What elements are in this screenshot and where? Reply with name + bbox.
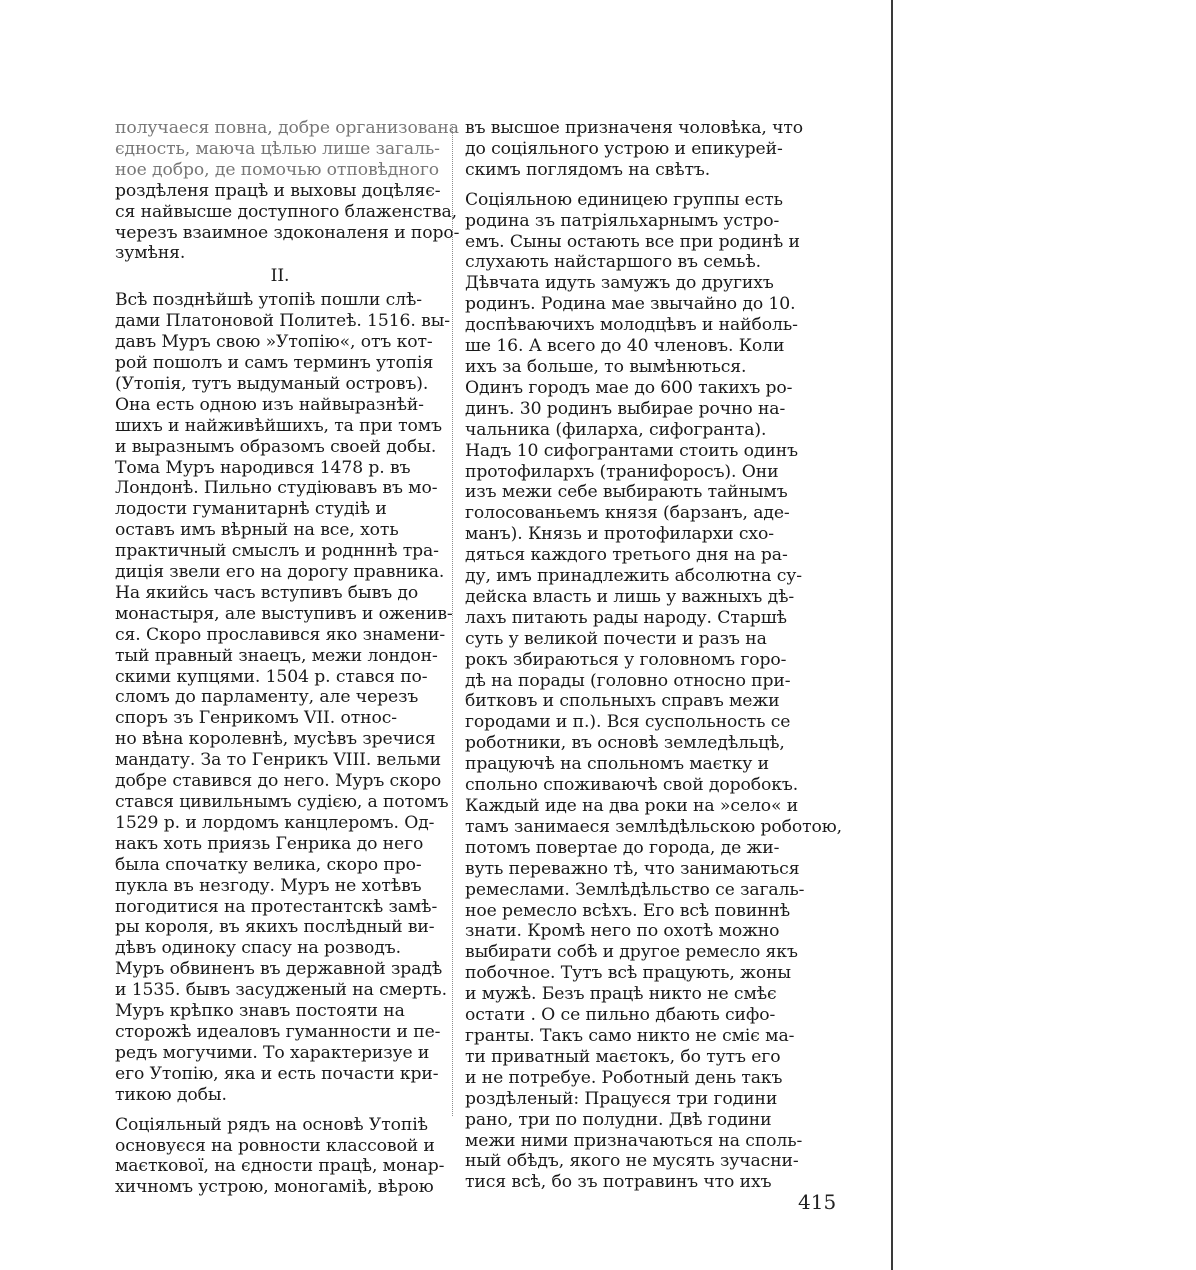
text-line: оставъ имъ вѣрный на все, хоть	[115, 520, 399, 541]
text-line: Соціяльною единицею группы есть	[465, 189, 783, 210]
text-line: ся. Скоро прославився яко знамени-	[115, 624, 446, 645]
text-line: роздѣленый: Працуєся три години	[465, 1088, 778, 1109]
text-line: споръ зъ Генрикомъ VII. относ-	[115, 708, 397, 729]
text-line: ти приватный маєтокъ, бо тутъ его	[465, 1046, 781, 1067]
text-line: основуєся на ровности классовой и	[115, 1135, 435, 1156]
text-line: битковъ и спольныхъ справъ межи	[465, 691, 780, 712]
text-line: межи ними призначаються на споль-	[465, 1130, 803, 1151]
text-line: ное ремесло всѣхъ. Его всѣ повиннѣ	[465, 900, 791, 921]
text-line: ное добро, де помочью отповѣдного	[115, 159, 440, 180]
page-number: 415	[798, 1190, 837, 1214]
text-line: тамъ занимаеся землѣдѣльскою роботою,	[465, 816, 842, 837]
text-line: роздѣленя працѣ и выховы доцѣляє-	[115, 180, 441, 201]
text-line: дѣ на порады (головно относно при-	[465, 670, 791, 691]
text-line: Одинъ городъ мае до 600 такихъ ро-	[465, 377, 793, 398]
text-line: ше 16. А всего до 40 членовъ. Коли	[465, 336, 785, 357]
text-line: до соціяльного устрою и епикурей-	[465, 138, 783, 159]
text-line: Всѣ позднѣйшѣ утопіѣ пошли слѣ-	[115, 290, 422, 311]
text-line: пукла въ незгоду. Муръ не хотѣвъ	[115, 875, 422, 896]
text-line: редъ могучими. То характеризуе и	[115, 1042, 430, 1063]
text-line: маєткової, на єдности працѣ, монар-	[115, 1156, 445, 1177]
text-line: лодости гуманитарнѣ студіѣ и	[115, 499, 387, 520]
text-line: зумѣня.	[115, 243, 186, 264]
text-line: скими купцями. 1504 р. стався по-	[115, 666, 428, 687]
text-line: но вѣна королевнѣ, мусѣвъ зречися	[115, 729, 436, 750]
text-line: хичномъ устрою, моногаміѣ, вѣрою	[115, 1177, 434, 1198]
text-line: 1529 р. и лордомъ канцлеромъ. Од-	[115, 812, 435, 833]
text-line: працуючѣ на спольномъ маєтку и	[465, 754, 769, 775]
text-line: манъ). Князь и протофилархи схо-	[465, 524, 774, 545]
text-line: ры короля, въ якихъ послѣдный ви-	[115, 917, 435, 938]
text-line: ремеслами. Землѣдѣльство се загаль-	[465, 879, 805, 900]
text-line: получаеся повна, добре организована	[115, 118, 459, 138]
text-line: остати . О се пильно дбають сифо-	[465, 1005, 776, 1026]
page-border-line	[891, 0, 893, 1270]
text-line: дами Платоновой Политеѣ. 1516. вы-	[115, 311, 450, 332]
text-line: погодитися на протестантскѣ замѣ-	[115, 896, 438, 917]
text-line: емъ. Сыны остають все при родинѣ и	[465, 231, 800, 252]
text-line: практичный смыслъ и роднннѣ тра-	[115, 541, 439, 562]
text-line: дяться каждого третього дня на ра-	[465, 545, 788, 566]
paragraph-gap	[465, 181, 795, 190]
text-line: и выразнымъ образомъ своей добы.	[115, 436, 437, 457]
text-line: знати. Кромѣ него по охотѣ можно	[465, 921, 780, 942]
text-line: сторожѣ идеаловъ гуманности и пе-	[115, 1021, 441, 1042]
text-line: слухають найстаршого въ семьѣ.	[465, 252, 762, 273]
text-line: черезъ взаимное здоконаленя и поро-	[115, 222, 460, 243]
text-line: гранты. Такъ само никто не сміє ма-	[465, 1025, 795, 1046]
left-paragraph-block-a	[115, 118, 460, 264]
left-column	[115, 118, 460, 1198]
text-line: лахъ питають рады народу. Старшѣ	[465, 607, 787, 628]
text-line: монастыря, але выступивъ и оженив-	[115, 603, 453, 624]
text-line: Дѣвчата идуть замужъ до другихъ	[465, 273, 774, 294]
text-line: потомъ повертае до города, де жи-	[465, 837, 780, 858]
text-line: протофилархъ (транифоросъ). Они	[465, 461, 779, 482]
text-line: Тома Муръ народився 1478 р. въ	[115, 457, 411, 478]
section-heading: II.	[270, 266, 290, 287]
text-line: и мужѣ. Безъ працѣ никто не смѣє	[465, 984, 777, 1005]
text-line: єдность, маюча цѣлью лише загаль-	[115, 138, 440, 159]
text-line: роботники, въ основѣ земледѣльцѣ,	[465, 733, 785, 754]
left-paragraph-block-c	[115, 1115, 445, 1199]
text-line: его Утопію, яка и есть почасти кри-	[115, 1063, 439, 1084]
right-paragraph-block-b	[465, 189, 842, 1194]
text-line: Лондонѣ. Пильно студіювавъ въ мо-	[115, 478, 438, 499]
text-line: ду, имъ принадлежить абсолютна су-	[465, 566, 803, 587]
text-line: дейска власть и лишь у важныхъ дѣ-	[465, 586, 795, 607]
text-line: выбирати собѣ и другое ремесло якъ	[465, 942, 798, 963]
text-line: тый правный знаецъ, межи лондон-	[115, 645, 438, 666]
text-line: въ высшое призначеня чоловѣка, что	[465, 118, 804, 138]
text-line: На якийсь часъ вступивъ бывъ до	[115, 582, 419, 603]
text-line: накъ хоть приязь Генрика до него	[115, 833, 424, 854]
text-line: стався цивильнымъ судією, а потомъ	[115, 792, 449, 812]
text-line: тися всѣ, бо зъ потравинъ что ихъ	[465, 1172, 772, 1193]
text-line: и 1535. бывъ засудженый на смерть.	[115, 980, 447, 1001]
text-line: чальника (филарха, сифогранта).	[465, 419, 767, 440]
text-line: ихъ за больше, то вымѣнються.	[465, 356, 747, 377]
left-paragraph-block-b	[115, 290, 453, 1105]
column-divider	[452, 126, 453, 1116]
text-line: рано, три по полудни. Двѣ години	[465, 1109, 772, 1130]
text-line: тикою добы.	[115, 1084, 227, 1105]
text-line: дѣвъ одиноку спасу на розводъ.	[115, 938, 401, 959]
text-line: родинъ. Родина мае звычайно до 10.	[465, 294, 796, 315]
text-line: Каждый иде на два роки на »село« и	[465, 796, 799, 816]
text-line: спольно споживаючѣ свой доробокъ.	[465, 775, 799, 796]
text-line: голосованьемъ князя (барзанъ, аде-	[465, 503, 790, 524]
right-paragraph-block-a	[465, 118, 804, 181]
text-line: ся найвысше доступного блаженства,	[115, 201, 458, 222]
text-line: Муръ обвиненъ въ державной зрадѣ	[115, 959, 443, 980]
right-column	[465, 118, 842, 1193]
text-line: доспѣваючихъ молодцѣвъ и найболь-	[465, 315, 798, 336]
text-line: ный обѣдъ, якого не мусять зучасни-	[465, 1151, 799, 1172]
text-line: (Утопія, тутъ выдуманый островъ).	[115, 373, 429, 394]
text-line: скимъ поглядомъ на свѣтъ.	[465, 159, 711, 180]
text-line: вуть переважно тѣ, что занимаються	[465, 858, 800, 879]
text-line: Муръ крѣпко знавъ постояти на	[115, 1001, 405, 1022]
text-line: давъ Муръ свою »Утопію«, отъ кот-	[115, 332, 433, 353]
text-line: суть у великой почести и разъ на	[465, 628, 767, 649]
text-line: диція звели его на дорогу правника.	[115, 562, 445, 583]
text-line: сломъ до парламенту, але черезъ	[115, 687, 419, 708]
text-line: динъ. 30 родинъ выбирае рочно на-	[465, 398, 786, 419]
text-line: Соціяльный рядъ на основѣ Утопіѣ	[115, 1114, 428, 1135]
text-line: городами и п.). Вся суспольность се	[465, 712, 791, 733]
text-line: Она есть одною изъ найвыразнѣй-	[115, 394, 424, 415]
text-line: побочное. Тутъ всѣ працують, жоны	[465, 963, 791, 984]
text-line: рокъ збираються у головномъ горо-	[465, 649, 787, 670]
text-line: была спочатку велика, скоро про-	[115, 854, 422, 875]
text-line: шихъ и найживѣйшихъ, та при томъ	[115, 415, 442, 436]
text-line: Надъ 10 сифогрантами стоить одинъ	[465, 440, 798, 461]
text-line: изъ межи себе выбирають тайнымъ	[465, 482, 788, 503]
text-line: родина зъ патріяльхарнымъ устро-	[465, 210, 780, 231]
text-line: мандату. За то Генрикъ VIII. вельми	[115, 750, 441, 771]
text-line: и не потребуе. Роботный день такъ	[465, 1067, 783, 1088]
text-line: добре ставився до него. Муръ скоро	[115, 771, 442, 792]
text-line: рой пошолъ и самъ терминъ утопія	[115, 352, 434, 373]
paragraph-gap	[115, 1106, 445, 1115]
